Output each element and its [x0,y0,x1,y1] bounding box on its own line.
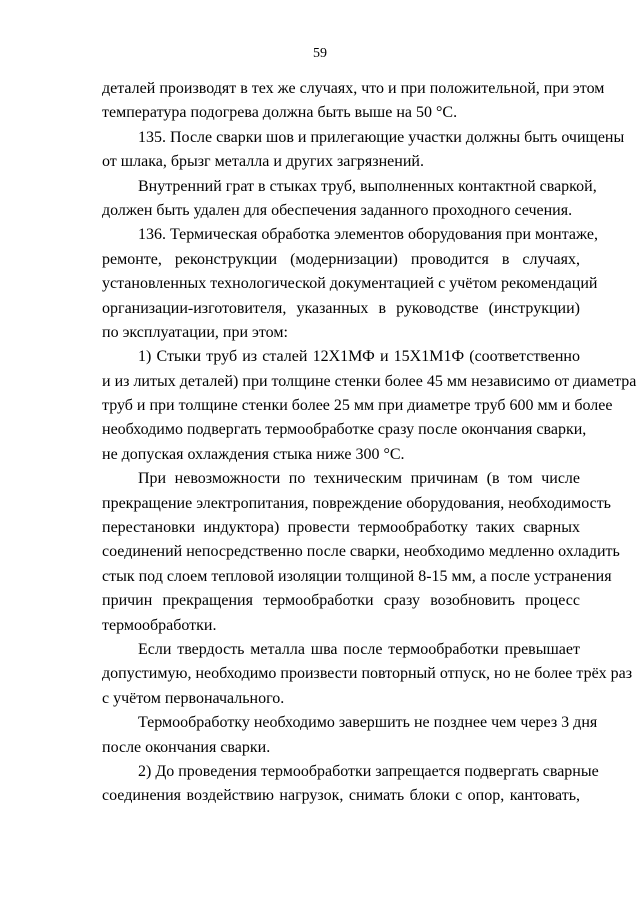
paragraph [102,467,620,638]
text-line: стык под слоем тепловой изоляции толщиной 8-15 мм, а после устранения [102,567,612,585]
text-line: соединений непосредственно после сварки, необходимо медленно охладить [102,543,620,561]
text-line: температура подогрева должна быть выше на 50 °С. [102,104,458,122]
text-line: ремонте, реконструкции (модернизации) проводится в случаях, [102,250,580,268]
paragraph [102,638,633,711]
text-line: Термообработку необходимо завершить не позднее чем через 3 дня [138,714,598,732]
text-line: и из литых деталей) при толщине стенки более 45 мм независимо от диаметра [102,372,637,390]
text-line: установленных технологической документацией с учётом рекомендаций [102,275,598,293]
text-line: причин прекращения термообработки сразу возобновить процесс [102,592,580,610]
text-line: после окончания сварки. [102,738,271,756]
text-line: допустимую, необходимо произвести повторный отпуск, но не более трёх раз [102,665,633,683]
text-line: 2) До проведения термообработки запрещается подвергать сварные [138,762,599,780]
text-line: соединения воздействию нагрузок, снимать блоки с опор, кантовать, [102,787,580,805]
text-line: прекращение электропитания, повреждение оборудования, необходимость [102,494,611,512]
text-line: 1) Стыки труб из сталей 12Х1МФ и 15Х1М1Ф (соответственно [138,348,580,366]
paragraph [102,711,598,760]
text-line: необходимо подвергать термообработке сразу после окончания сварки, [102,421,587,439]
text-line: деталей производят в тех же случаях, что и при положительной, при этом [102,80,605,97]
paragraph [102,760,599,809]
paragraph [102,345,637,467]
text-line: перестановки индуктора) провести термообработку таких сварных [102,519,580,537]
text-line: с учётом первоначального. [102,689,285,707]
text-line: труб и при толщине стенки более 25 мм при диаметре труб 600 мм и более [102,397,613,415]
paragraph [102,175,597,224]
paragraph [102,223,598,345]
document-body [102,77,637,809]
text-line: организации-изготовителя, указанных в руководстве (инструкции) [102,299,580,317]
paragraph [102,126,625,175]
text-line: 136. Термическая обработка элементов оборудования при монтаже, [138,226,598,244]
text-line: Внутренний грат в стыках труб, выполненных контактной сваркой, [138,177,597,195]
text-line: должен быть удален для обеспечения заданного проходного сечения. [102,201,573,219]
text-line: При невозможности по техническим причинам (в том числе [138,470,580,488]
page-number: 59 [313,46,327,61]
text-line: 135. После сварки шов и прилегающие участки должны быть очищены [138,128,625,146]
text-line: Если твердость металла шва после термообработки превышает [138,640,580,658]
text-line: по эксплуатации, при этом: [102,323,288,341]
text-line: не допуская охлаждения стыка ниже 300 °С. [102,445,405,463]
text-line: термообработки. [102,616,217,634]
paragraph [102,77,605,126]
text-line: от шлака, брызг металла и других загрязнений. [102,153,424,171]
